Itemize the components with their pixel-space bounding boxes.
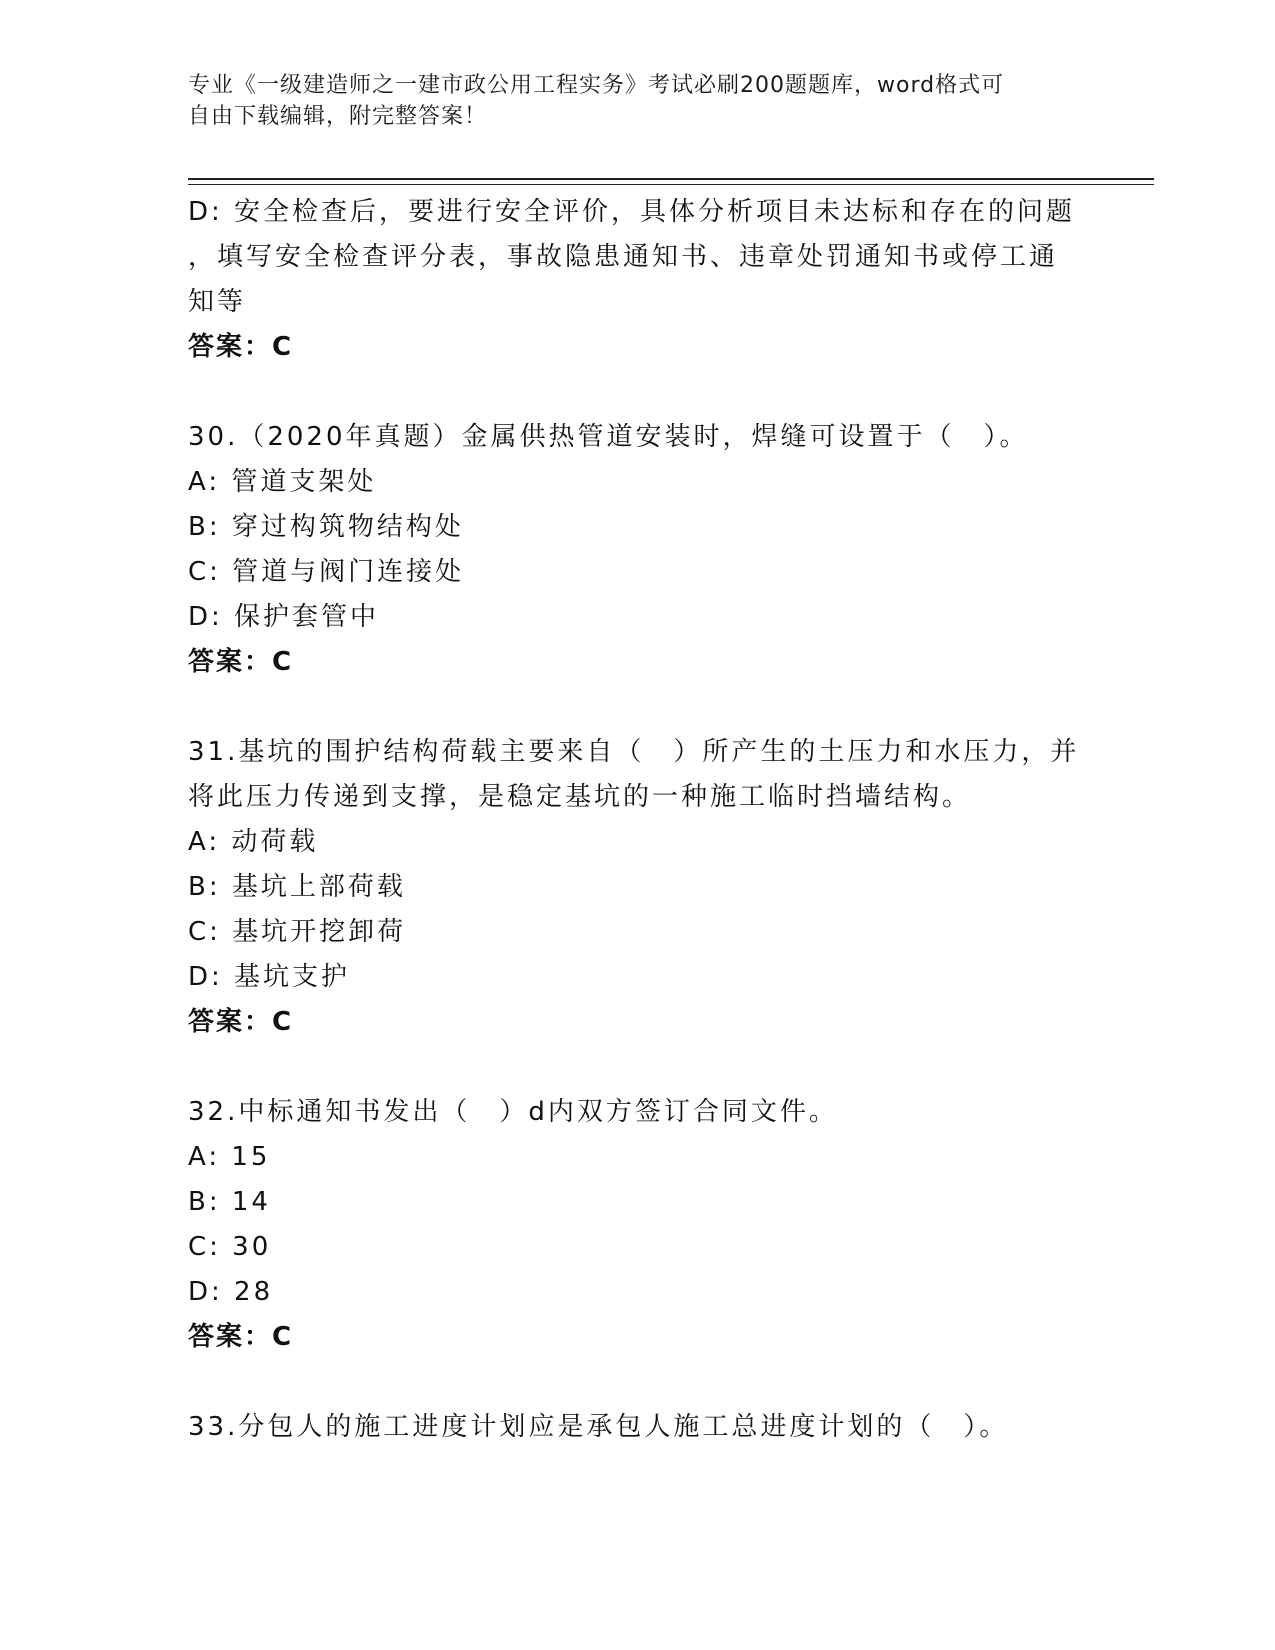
option-b: B: 14 [188, 1187, 271, 1217]
option-a: A: 动荷载 [188, 827, 319, 857]
question-31 [188, 730, 1088, 1045]
question-stem-line-1: 31.基坑的围护结构荷载主要来自（ ）所产生的土压力和水压力，并 [188, 737, 1080, 767]
option-d: D: 保护套管中 [188, 602, 380, 632]
document-header [188, 70, 1088, 132]
question-stem: 32.中标通知书发出（ ）d内双方签订合同文件。 [188, 1097, 838, 1127]
header-divider-thick [188, 178, 1154, 180]
option-c: C: 30 [188, 1232, 272, 1262]
question-stem-line-2: 将此压力传递到支撑，是稳定基坑的一种施工临时挡墙结构。 [188, 782, 972, 812]
answer-label: 答案：C [188, 332, 294, 362]
question-33 [188, 1405, 1088, 1450]
option-d: D: 基坑支护 [188, 962, 351, 992]
option-d-line-1: D: 安全检查后，要进行安全评价，具体分析项目未达标和存在的问题 [188, 197, 1076, 227]
header-title-line-2: 自由下载编辑，附完整答案！ [188, 104, 488, 129]
option-b: B: 基坑上部荷载 [188, 872, 406, 902]
option-c: C: 基坑开挖卸荷 [188, 917, 407, 947]
question-stem: 30.（2020年真题）金属供热管道安装时，焊缝可设置于（ ）。 [188, 422, 1029, 452]
answer-label: 答案：C [188, 647, 294, 677]
option-d: D: 28 [188, 1277, 274, 1307]
option-c: C: 管道与阀门连接处 [188, 557, 465, 587]
option-d-line-3: 知等 [188, 287, 247, 317]
question-stem: 33.分包人的施工进度计划应是承包人施工总进度计划的（ ）。 [188, 1412, 1009, 1442]
header-divider-thin [188, 184, 1154, 185]
answer-label: 答案：C [188, 1322, 294, 1352]
previous-question-continuation [188, 190, 1088, 370]
document-body [188, 190, 1088, 1450]
question-30 [188, 415, 1088, 685]
option-a: A: 15 [188, 1142, 271, 1172]
question-32 [188, 1090, 1088, 1360]
option-a: A: 管道支架处 [188, 467, 377, 497]
header-title-line-1: 专业《一级建造师之一建市政公用工程实务》考试必刷200题题库，word格式可 [188, 73, 1005, 98]
option-d-line-2: ，填写安全检查评分表，事故隐患通知书、违章处罚通知书或停工通 [188, 242, 1059, 272]
option-b: B: 穿过构筑物结构处 [188, 512, 464, 542]
answer-label: 答案：C [188, 1007, 294, 1037]
